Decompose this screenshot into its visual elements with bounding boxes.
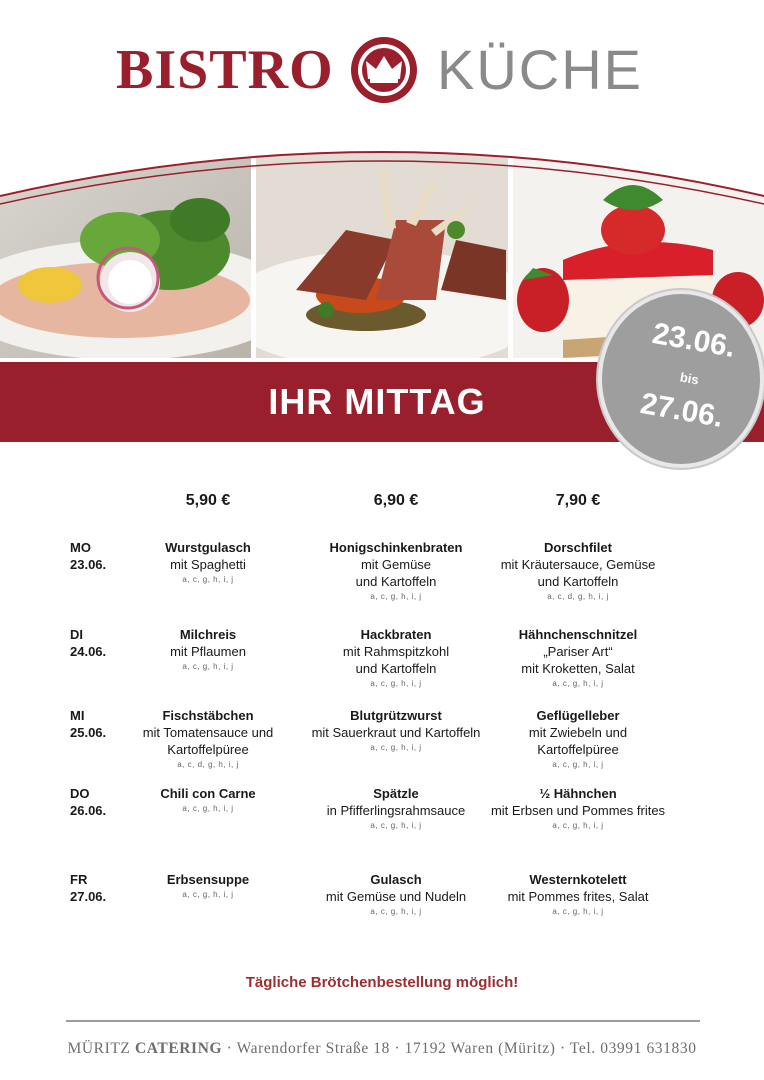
page-title: IHR MITTAG <box>268 381 486 422</box>
dish-description: mit Sauerkraut und Kartoffeln <box>311 725 481 740</box>
dish-description: und Kartoffeln <box>355 661 437 676</box>
allergen-codes: a, c, g, h, i, j <box>370 821 422 830</box>
day-label <box>70 871 106 905</box>
dish-description: mit Spaghetti <box>170 557 246 572</box>
day-label <box>70 707 106 741</box>
dish <box>108 626 308 674</box>
dish-name: Erbsensuppe <box>166 872 250 887</box>
order-notice: Tägliche Brötchenbestellung möglich! <box>245 974 519 991</box>
dish-description: „Pariser Art“ <box>543 644 613 659</box>
dish-name: Chili con Carne <box>160 786 256 801</box>
dish-name: Hackbraten <box>360 627 432 642</box>
dish-name: Blutgrützwurst <box>350 708 442 723</box>
dish-name: Spätzle <box>373 786 419 801</box>
day-name: MO <box>70 540 91 555</box>
allergen-codes: a, c, d, g, h, i, j <box>547 592 609 601</box>
allergen-codes: a, c, g, h, i, j <box>370 592 422 601</box>
allergen-codes: a, c, d, g, h, i, j <box>177 760 239 769</box>
dish-name: Dorschfilet <box>544 540 612 555</box>
price-3: 7,90 € <box>555 492 601 509</box>
dish <box>464 871 692 919</box>
price-2: 6,90 € <box>373 492 419 509</box>
footer-brand-bold: CATERING <box>134 1040 223 1057</box>
dish-description: mit Pflaumen <box>170 644 246 659</box>
allergen-codes: a, c, g, h, i, j <box>552 679 604 688</box>
dish-name: Westernkotelett <box>529 872 627 887</box>
day-name: DI <box>70 627 83 642</box>
price-header <box>0 492 764 512</box>
day-name: DO <box>70 786 90 801</box>
logo-kueche: KÜCHE <box>437 38 644 101</box>
day-label <box>70 539 106 573</box>
allergen-codes: a, c, g, h, i, j <box>182 890 234 899</box>
dish <box>464 626 692 691</box>
dish-name: Wurstgulasch <box>165 540 251 555</box>
allergen-codes: a, c, g, h, i, j <box>370 679 422 688</box>
footer-brand-light: MÜRITZ <box>67 1040 131 1057</box>
dish <box>464 785 692 833</box>
allergen-codes: a, c, g, h, i, j <box>370 743 422 752</box>
allergen-codes: a, c, g, h, i, j <box>370 907 422 916</box>
dish-name: Hähnchenschnitzel <box>518 627 638 642</box>
dish-description: und Kartoffeln <box>355 574 437 589</box>
dish-description: mit Kräutersauce, Gemüse <box>500 557 656 572</box>
logo <box>0 30 764 110</box>
day-date: 26.06. <box>70 803 107 818</box>
date-bis: bis <box>678 369 700 388</box>
dish <box>108 785 308 816</box>
dish-description: mit Erbsen und Pommes frites <box>490 803 666 818</box>
allergen-codes: a, c, g, h, i, j <box>182 662 234 671</box>
dish-description: mit Gemüse <box>360 557 432 572</box>
day-date: 27.06. <box>70 889 107 904</box>
dish-description: Kartoffelpüree <box>537 742 619 757</box>
date-badge <box>598 290 764 468</box>
day-label <box>70 785 106 819</box>
allergen-codes: a, c, g, h, i, j <box>552 760 604 769</box>
decorative-arc <box>0 130 764 220</box>
logo-bistro: BISTRO <box>116 39 334 101</box>
footer-address: · Warendorfer Straße 18 · 17192 Waren (Müritz) · Tel. 03991 631830 <box>226 1040 697 1057</box>
dish-description: mit Tomatensauce und <box>142 725 274 740</box>
dish-name: Gulasch <box>370 872 422 887</box>
allergen-codes: a, c, g, h, i, j <box>552 821 604 830</box>
day-date: 24.06. <box>70 644 107 659</box>
dish-name: Honigschinkenbraten <box>329 540 463 555</box>
allergen-codes: a, c, g, h, i, j <box>552 907 604 916</box>
day-date: 25.06. <box>70 725 107 740</box>
allergen-codes: a, c, g, h, i, j <box>182 575 234 584</box>
date-to: 27.06. <box>637 387 726 434</box>
date-from: 23.06. <box>649 317 738 364</box>
dish-name: Fischstäbchen <box>162 708 254 723</box>
dish-description: mit Zwiebeln und <box>528 725 628 740</box>
dish-name: ½ Hähnchen <box>539 786 617 801</box>
dish-description: mit Rahmspitzkohl <box>342 644 450 659</box>
dish-name: Geflügelleber <box>536 708 620 723</box>
dish <box>108 539 308 587</box>
dish-name: Milchreis <box>179 627 237 642</box>
crown-icon <box>348 34 420 106</box>
day-label <box>70 626 106 660</box>
footer-divider <box>66 1020 700 1022</box>
dish-description: Kartoffelpüree <box>167 742 249 757</box>
allergen-codes: a, c, g, h, i, j <box>182 804 234 813</box>
dish <box>464 539 692 604</box>
footer <box>0 1040 764 1058</box>
dish-description: mit Kroketten, Salat <box>521 661 635 676</box>
dish-description: in Pfifferlingsrahmsauce <box>326 803 466 818</box>
dish-description: und Kartoffeln <box>537 574 619 589</box>
day-date: 23.06. <box>70 557 107 572</box>
price-1: 5,90 € <box>185 492 231 509</box>
dish <box>108 707 308 772</box>
dish-description: mit Pommes frites, Salat <box>507 889 649 904</box>
dish <box>464 707 692 772</box>
day-name: FR <box>70 872 88 887</box>
day-name: MI <box>70 708 85 723</box>
dish-description: mit Gemüse und Nudeln <box>325 889 467 904</box>
dish <box>108 871 308 902</box>
